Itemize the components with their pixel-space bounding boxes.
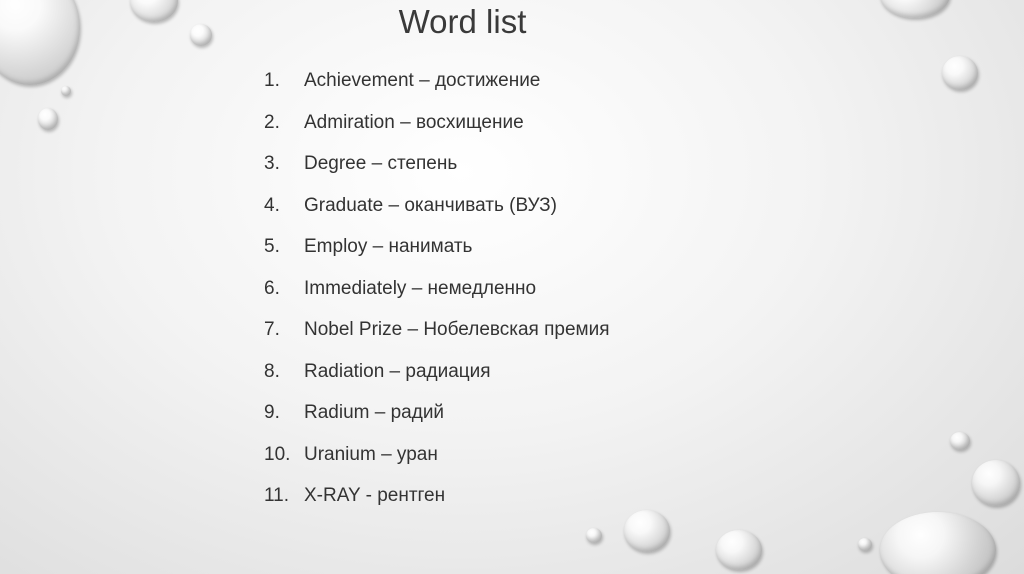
item-number: 1. xyxy=(264,70,280,91)
item-text: Uranium – уран xyxy=(304,443,438,465)
item-number: 7. xyxy=(264,319,280,340)
water-drop xyxy=(880,512,996,574)
water-drop xyxy=(38,108,58,130)
water-drop xyxy=(624,510,670,552)
item-text: Nobel Prize – Нобелевская премия xyxy=(304,319,610,340)
word-list xyxy=(264,66,610,523)
item-text: X-RAY - рентген xyxy=(304,485,446,506)
item-text: Radiation – радиация xyxy=(304,360,491,382)
item-number: 6. xyxy=(264,277,280,299)
item-text: Admiration – восхищение xyxy=(304,111,524,133)
item-text: Immediately – немедленно xyxy=(304,277,537,299)
list-item xyxy=(264,357,610,399)
item-number: 4. xyxy=(264,194,280,216)
water-drop xyxy=(972,460,1020,506)
item-number: 3. xyxy=(264,153,280,174)
list-item xyxy=(264,274,610,316)
item-text: Achievement – достижение xyxy=(304,70,541,91)
list-item xyxy=(264,191,610,233)
item-text: Degree – степень xyxy=(304,153,458,174)
water-drop xyxy=(61,86,71,96)
item-number: 5. xyxy=(264,236,280,257)
item-number: 11. xyxy=(264,485,290,506)
item-number: 8. xyxy=(264,360,280,382)
water-drop xyxy=(716,530,762,570)
item-number: 2. xyxy=(264,111,280,133)
item-number: 9. xyxy=(264,402,280,423)
list-item xyxy=(264,398,610,440)
list-item xyxy=(264,232,610,274)
list-item xyxy=(264,66,610,108)
list-item xyxy=(264,108,610,150)
item-text: Graduate – оканчивать (ВУЗ) xyxy=(304,194,557,216)
water-drop xyxy=(950,432,970,450)
water-drop xyxy=(942,56,978,90)
water-drop xyxy=(586,528,602,543)
item-number: 10. xyxy=(264,443,291,465)
list-item xyxy=(264,149,610,191)
item-text: Employ – нанимать xyxy=(304,236,473,257)
list-item xyxy=(264,481,610,523)
list-item xyxy=(264,315,610,357)
slide-title: Word list xyxy=(398,3,527,40)
list-item xyxy=(264,440,610,482)
water-drop xyxy=(858,538,872,551)
item-text: Radium – радий xyxy=(304,402,445,423)
